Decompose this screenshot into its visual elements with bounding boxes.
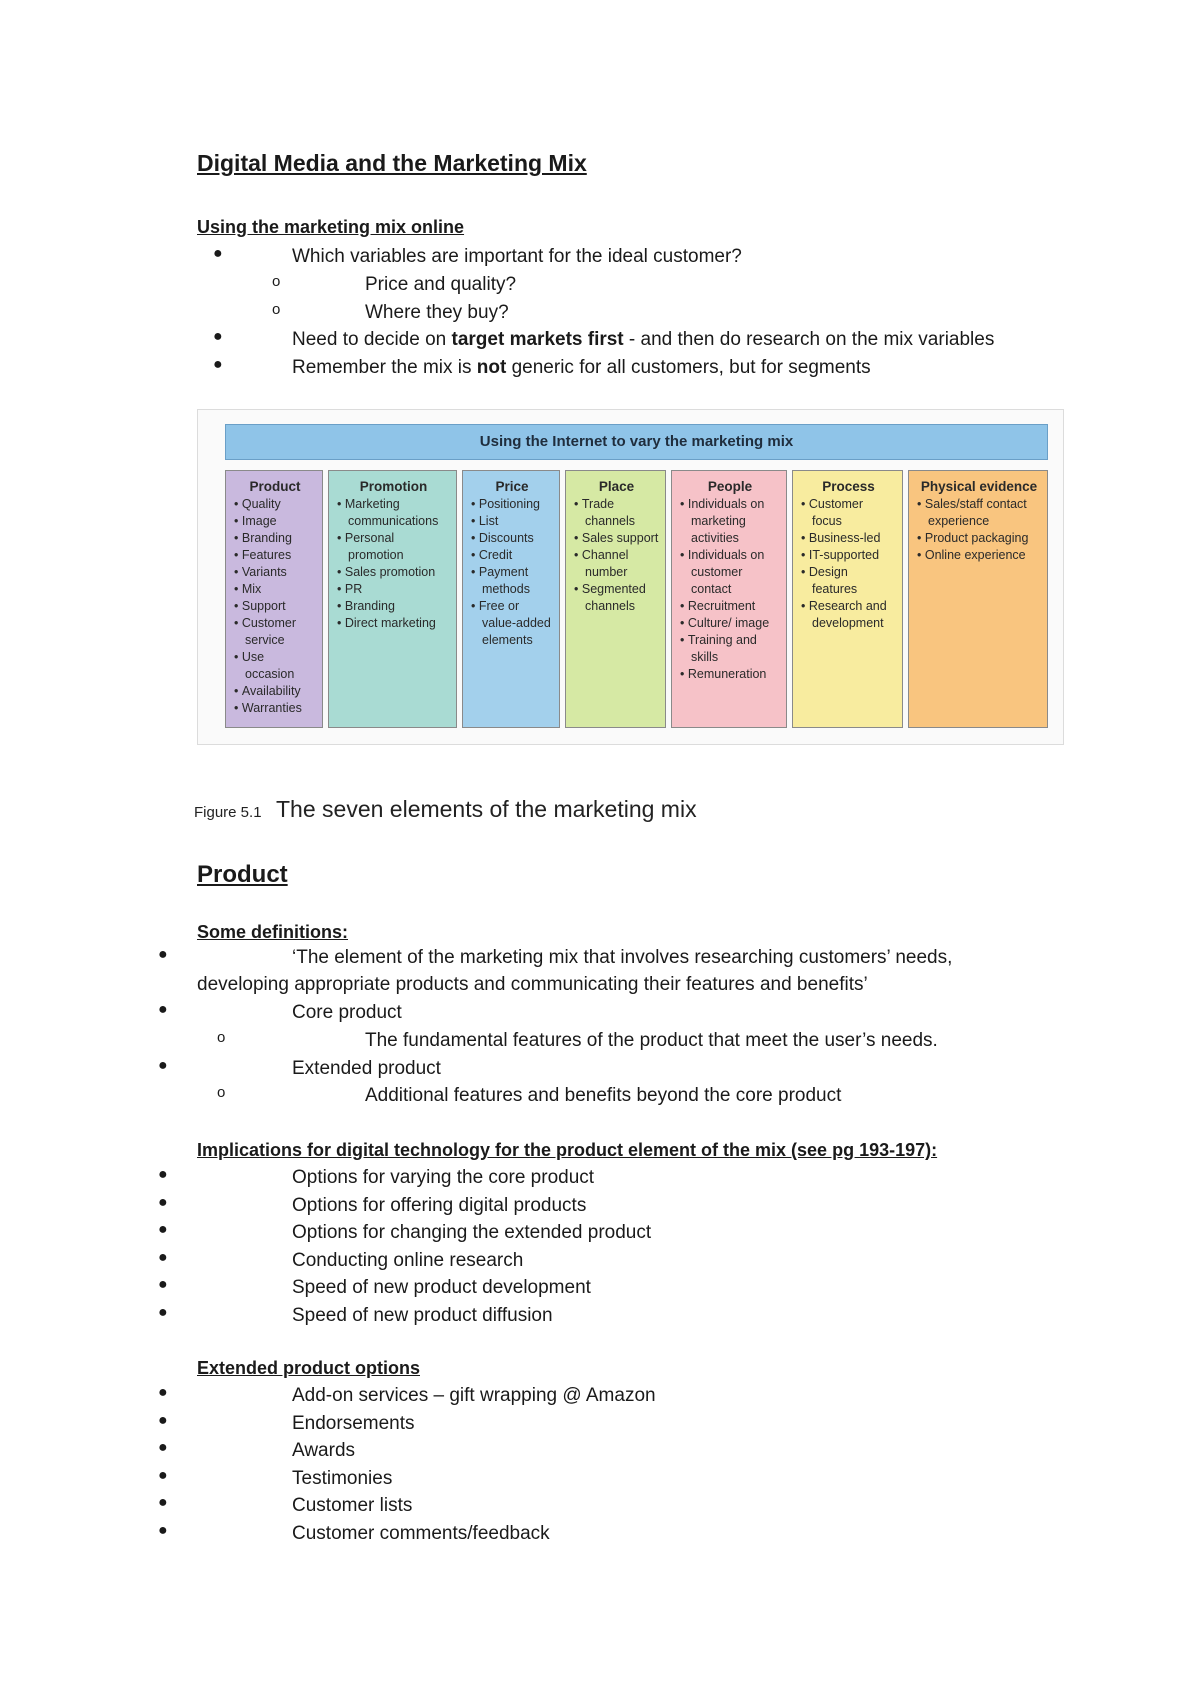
column-item: • Individuals on customer contact <box>680 547 780 598</box>
column-title: Place <box>598 479 635 494</box>
column-item: • Online experience <box>917 547 1041 564</box>
circle-bullet-icon: o <box>272 273 281 290</box>
definition-quote-line: ‘The element of the marketing mix that involves researching customers’ needs, <box>292 947 953 968</box>
mix-column-price <box>462 470 560 728</box>
column-title: Process <box>822 479 875 494</box>
column-item: • Marketing communications <box>337 496 450 530</box>
bullet-icon: ● <box>213 356 223 373</box>
column-item: • Mix <box>234 581 316 598</box>
column-item: • Credit <box>471 547 553 564</box>
definitions-heading: Some definitions: <box>197 922 349 942</box>
column-item: • Support <box>234 598 316 615</box>
bullet-icon: ● <box>213 328 223 345</box>
column-item: • Features <box>234 547 316 564</box>
list-item: Endorsements <box>292 1412 415 1434</box>
list-item: Add-on services – gift wrapping @ Amazon <box>292 1385 656 1406</box>
circle-bullet-icon: o <box>217 1029 226 1046</box>
bullet-icon: ● <box>158 1221 168 1238</box>
list-item: Conducting online research <box>292 1249 524 1271</box>
column-title: Physical evidence <box>920 479 1038 494</box>
list-item: Core product <box>292 1002 402 1023</box>
bullet-icon: ● <box>158 1439 168 1456</box>
list-item: The fundamental features of the product that meet the user’s needs. <box>365 1030 938 1051</box>
bullet-icon: ● <box>158 946 168 963</box>
column-item: • Image <box>234 513 316 530</box>
caption-title: The seven elements of the marketing mix <box>276 796 697 822</box>
caption-label: Figure 5.1 <box>194 804 262 821</box>
column-item: • Channel number <box>574 547 659 581</box>
bullet-icon: ● <box>158 1276 168 1293</box>
column-item: • List <box>471 513 553 530</box>
list-item: Customer comments/feedback <box>292 1522 550 1544</box>
circle-bullet-icon: o <box>217 1084 226 1101</box>
column-title: Promotion <box>359 479 428 494</box>
column-item: • Training and skills <box>680 632 780 666</box>
bullet-icon: ● <box>158 1384 168 1401</box>
column-item: • Business-led <box>801 530 896 547</box>
column-item: • Free or value-added elements <box>471 598 553 649</box>
list-item: Options for varying the core product <box>292 1167 595 1188</box>
column-item: • Sales support <box>574 530 659 547</box>
figure-header: Using the Internet to vary the marketing mix <box>225 424 1048 460</box>
implications-heading: Implications for digital technology for the product element of the mix (see pg 193-197): <box>197 1140 938 1160</box>
circle-bullet-icon: o <box>272 301 281 318</box>
bullet-icon: ● <box>158 1521 168 1539</box>
mix-column-promotion <box>328 470 457 728</box>
mix-column-product <box>225 470 323 728</box>
column-item: • Remuneration <box>680 666 780 683</box>
column-item: • Payment methods <box>471 564 553 598</box>
column-item: • Discounts <box>471 530 553 547</box>
list-item: Where they buy? <box>365 302 509 323</box>
bullet-icon: ● <box>158 1466 168 1484</box>
list-item: Extended product <box>292 1058 441 1079</box>
list-item: Speed of new product diffusion <box>292 1304 553 1326</box>
bullet-icon: ● <box>158 1001 168 1018</box>
column-item: • Design features <box>801 564 896 598</box>
list-item: Testimonies <box>292 1467 393 1489</box>
column-title: People <box>707 479 753 494</box>
bullet-icon: ● <box>158 1411 168 1429</box>
column-item: • Positioning <box>471 496 553 513</box>
column-item: • PR <box>337 581 450 598</box>
bullet-icon: ● <box>158 1193 168 1211</box>
list-item: Options for offering digital products <box>292 1194 587 1216</box>
column-item: • Branding <box>234 530 316 547</box>
mix-column-physical-evidence <box>908 470 1048 728</box>
mix-column-process <box>792 470 903 728</box>
column-item: • Personal promotion <box>337 530 450 564</box>
column-item: • Customer focus <box>801 496 896 530</box>
column-item: • Variants <box>234 564 316 581</box>
list-item: Which variables are important for the ideal customer? <box>292 246 742 267</box>
column-item: • Direct marketing <box>337 615 450 632</box>
column-title: Product <box>249 479 301 494</box>
definition-quote-line: developing appropriate products and communicating their features and benefits’ <box>197 974 868 995</box>
page-title: Digital Media and the Marketing Mix <box>197 150 587 176</box>
column-title: Price <box>495 479 529 494</box>
column-item: • Warranties <box>234 700 316 717</box>
bullet-icon: ● <box>158 1494 168 1511</box>
list-item: Options for changing the extended product <box>292 1222 652 1243</box>
bullet-icon: ● <box>158 1057 168 1074</box>
column-item: • Use occasion <box>234 649 316 683</box>
extended-options-heading: Extended product options <box>197 1358 420 1378</box>
bullet-icon: ● <box>158 1248 168 1266</box>
mix-column-people <box>671 470 787 728</box>
bullet-icon: ● <box>158 1303 168 1321</box>
column-item: • Availability <box>234 683 316 700</box>
section-heading-marketing-mix-online: Using the marketing mix online <box>197 217 465 237</box>
column-item: • Sales promotion <box>337 564 450 581</box>
column-item: • Trade channels <box>574 496 659 530</box>
column-item: • Research and development <box>801 598 896 632</box>
list-item: Need to decide on target markets first - and then do research on the mix variables <box>292 329 995 350</box>
column-item: • Branding <box>337 598 450 615</box>
column-item: • Individuals on marketing activities <box>680 496 780 547</box>
list-item: Price and quality? <box>365 274 517 295</box>
list-item: Additional features and benefits beyond the core product <box>365 1085 842 1106</box>
list-item: Speed of new product development <box>292 1277 591 1298</box>
list-item: Remember the mix is not generic for all customers, but for segments <box>292 357 871 378</box>
bullet-icon: ● <box>158 1166 168 1183</box>
bullet-icon: ● <box>213 245 223 262</box>
column-item: • IT-supported <box>801 547 896 564</box>
list-item: Awards <box>292 1440 356 1461</box>
mix-column-place <box>565 470 666 728</box>
figure-caption <box>194 796 697 823</box>
column-item: • Segmented channels <box>574 581 659 615</box>
column-item: • Sales/staff contact experience <box>917 496 1041 530</box>
column-item: • Culture/ image <box>680 615 780 632</box>
column-item: • Recruitment <box>680 598 780 615</box>
list-item: Customer lists <box>292 1495 413 1516</box>
marketing-mix-figure <box>197 409 1064 745</box>
column-item: • Product packaging <box>917 530 1041 547</box>
product-heading: Product <box>197 861 288 888</box>
column-item: • Quality <box>234 496 316 513</box>
column-item: • Customer service <box>234 615 316 649</box>
